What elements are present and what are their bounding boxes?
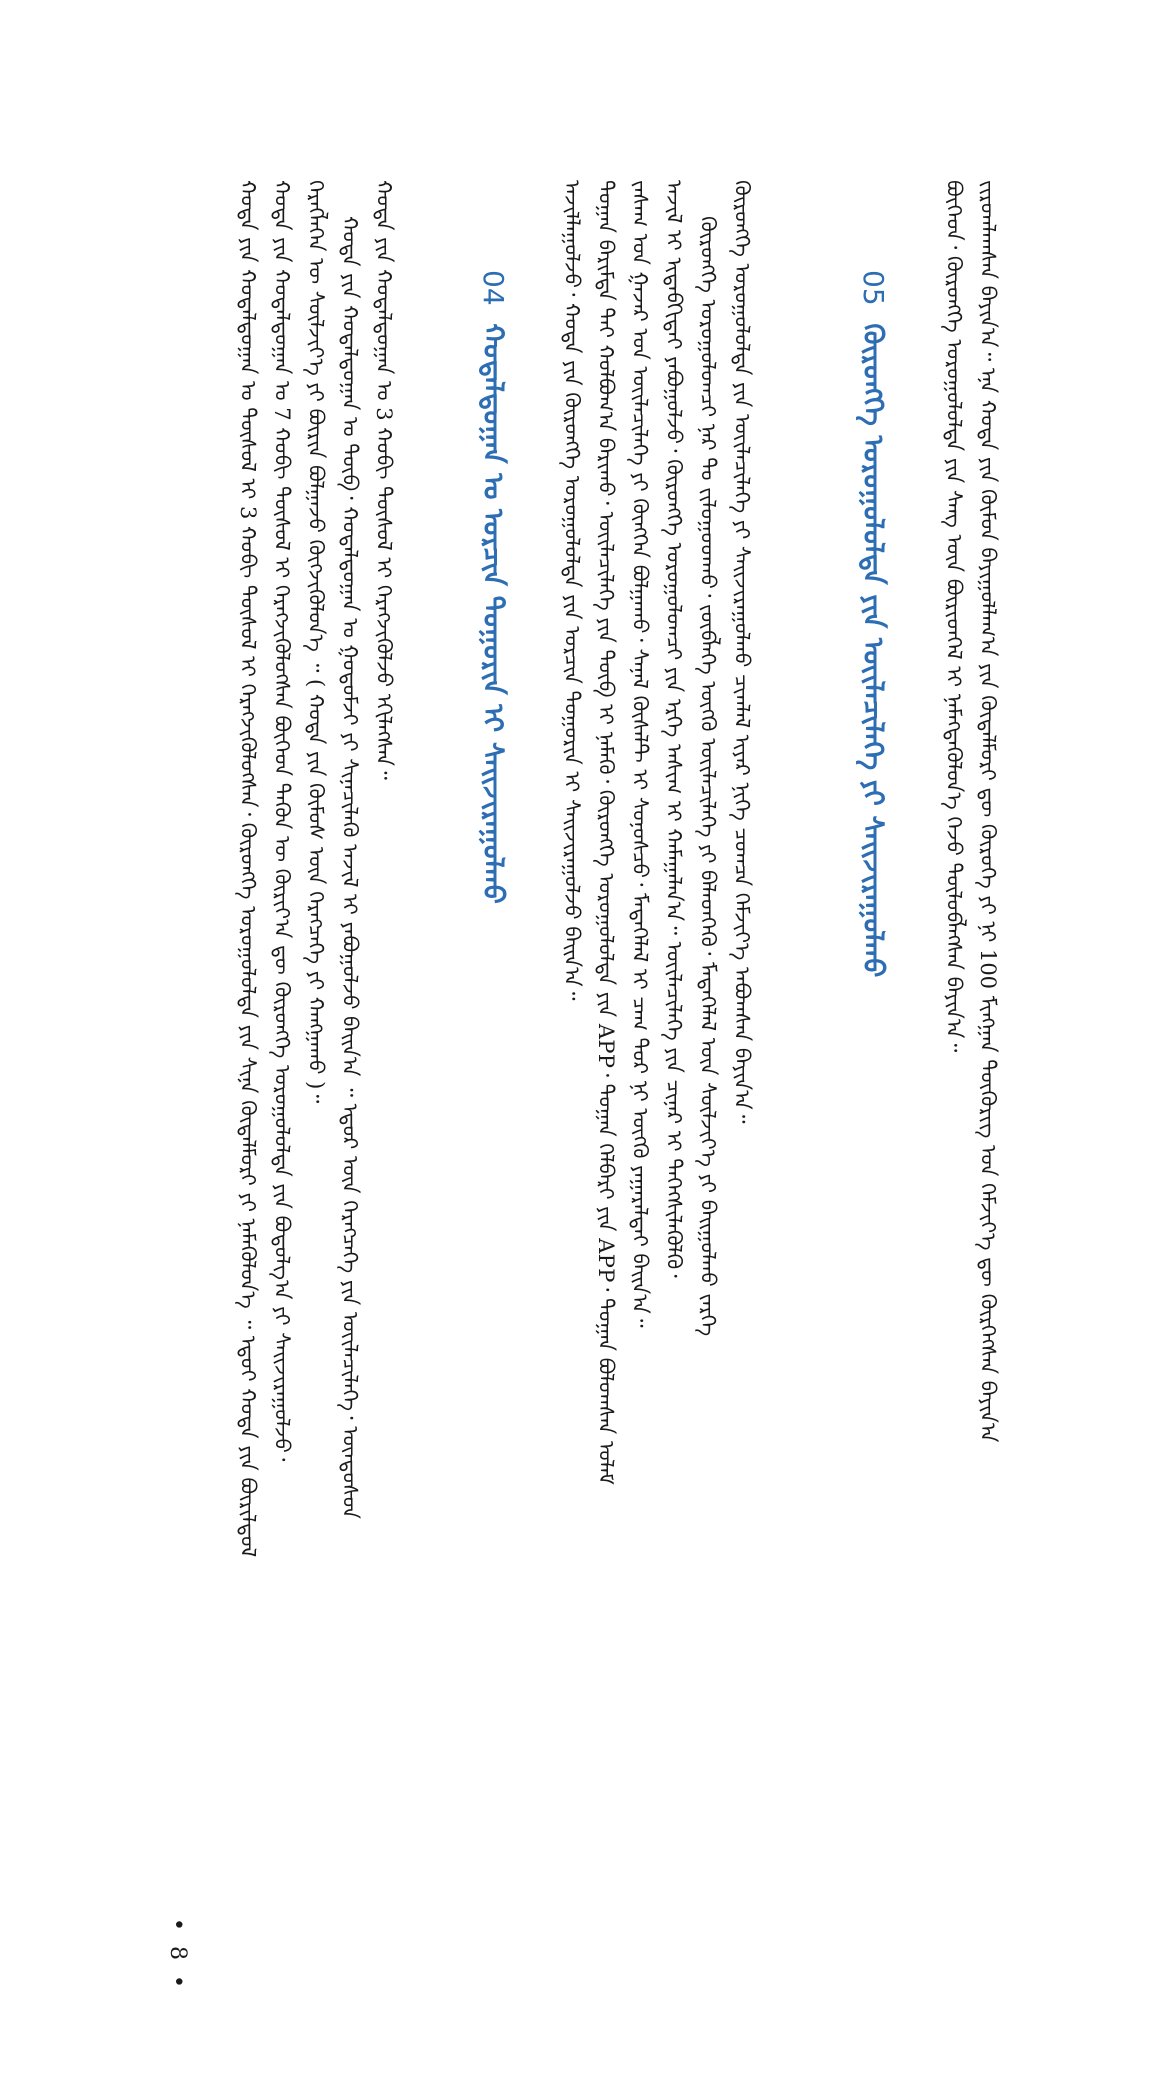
section-title: ᠬᠣᠳᠠᠯᠳᠤᠭᠠᠨ ᠤ ᠣᠷᠴᠢᠨ ᠲᠣᠭᠣᠷᠢᠨ ᠢ ᠰᠠᠢᠵᠢᠷᠠᠭᠤᠯᠬᠤ — [477, 323, 510, 904]
section-04-heading — [473, 270, 513, 904]
section-title: ᠬᠥᠷᠥᠩᠭᠡ ᠣᠷᠣᠭᠤᠯᠤᠯᠲᠠ ᠶᠢᠨ ᠦᠢᠯᠡᠴᠢᠯᠡᠭᠡ ᠶᠢ ᠰᠠᠢᠵᠢᠷᠠᠭᠤᠯᠬᠤ — [857, 323, 890, 978]
paragraph-line: ᠬᠣᠲᠠ ᠶᠢᠨ ᠬᠣᠳᠠᠯᠳᠤᠭᠠᠨ ᠤ ᠲᠥᠰᠥᠯ ᠢ 3 ᠬᠣᠪᠢ ᠲᠥᠰᠥᠯ ᠢ ᠬᠡᠷᠡᠭᠵᠢᠭᠦᠯᠦᠭᠰᠡᠨ᠂ ᠬᠥᠷᠥᠩᠭᠡ ᠣᠷᠣᠭᠤᠯᠤᠯᠲᠠ ᠶᠢᠨ ᠰᠢᠨᠡ ᠬᠥᠳᠡᠯᠮᠦᠷᠢ ᠶᠢ ᠨᠡᠮᠡᠭᠦᠯᠦᠨ᠎ᠡ ᠃ ᠡᠳᠦᠢ ᠬᠣᠲᠠ ᠶᠢᠨ ᠪᠦᠷᠢᠯᠳᠦᠯ — [236, 180, 260, 1558]
section-number: 04 — [477, 270, 510, 306]
paragraph-line: ᠪᠥᠭᠡᠳ᠂ ᠬᠥᠷᠥᠩᠭᠡ ᠣᠷᠣᠭᠤᠯᠤᠯᠲᠠ ᠶᠢᠨ ᠰᠠᠩ ᠦᠨ ᠪᠦᠷᠢᠳᠭᠡᠯ ᠢ ᠨᠡᠮᠡᠭᠳᠡᠭᠦᠯᠦᠨ᠎ᠡ ᠭᠡᠵᠦ ᠲᠥᠯᠥᠪᠯᠡᠭᠰᠡᠨ ᠪᠠᠶᠢᠨ᠎ᠠ᠃ — [942, 180, 966, 1053]
paragraph-line: ᠠᠵᠢᠯᠯᠠᠭᠤᠯᠵᠤ᠂ ᠬᠣᠲᠠ ᠶᠢᠨ ᠬᠥᠷᠥᠩᠭᠡ ᠣᠷᠣᠭᠤᠯᠤᠯᠲᠠ ᠶᠢᠨ ᠣᠷᠴᠢᠨ ᠲᠣᠭᠣᠷᠢᠨ ᠢ ᠰᠠᠢᠵᠢᠷᠠᠭᠤᠯᠵᠤ ᠪᠠᠢᠨ᠎ᠠ᠃ — [560, 180, 584, 1001]
paragraph-line: ᠬᠥᠷᠥᠩᠭᠡ ᠣᠷᠣᠭᠤᠯᠤᠭᠴᠢ ᠨᠠᠷ ᠲᠤ ᠵᠢᠯᠤᠭᠤᠳᠬᠤ᠂ ᠵᠥᠪᠯᠡᠭᠡ ᠥᠭᠬᠦ ᠦᠢᠯᠡᠴᠢᠯᠡᠭᠡ ᠶᠢ ᠪᠡᠯᠡᠳᠬᠡᠬᠦ᠂ ᠮᠡᠳᠡᠭᠡᠯᠡᠯ ᠦᠨ ᠰᠦᠯᠵᠢᠶ᠎ᠡ ᠶᠢ ᠪᠠᠢᠭᠤᠯᠬᠤ ᠵᠡᠷᠭᠡ — [696, 216, 720, 1337]
paragraph-line: ᠠᠵᠢᠯ ᠢ ᠢᠳᠡᠪᠬᠢᠲᠡᠢ ᠶᠠᠪᠤᠭᠤᠯᠵᠤ᠂ ᠬᠥᠷᠥᠩᠭᠡ ᠣᠷᠣᠭᠤᠯᠤᠭᠴᠢ ᠶᠢᠨ ᠡᠷᠬᠡ ᠠᠰᠢᠭ ᠢ ᠬᠠᠮᠠᠭᠠᠯᠠᠨ᠎ᠠ᠃ ᠦᠢᠯᠡᠴᠢᠯᠡᠭᠡ ᠶᠢᠨ ᠴᠢᠨᠠᠷ ᠢ ᠳᠡᠭᠡᠭᠰᠢᠯᠡᠭᠦᠯᠬᠦ᠂ — [662, 180, 686, 1278]
page-number — [158, 1918, 198, 2008]
paragraph-line: ᠬᠣᠲᠠ ᠶᠢᠨ ᠬᠣᠳᠠᠯᠳᠤᠭᠠᠨ ᠤ ᠲᠥᠪ᠂ ᠬᠣᠳᠠᠯᠳᠤᠭᠠᠨ ᠤ ᠭᠤᠳᠤᠮᠵᠢ ᠶᠢ ᠰᠢᠨᠡᠴᠢᠯᠡᠬᠦ ᠠᠵᠢᠯ ᠢ ᠶᠠᠪᠤᠭᠤᠯᠵᠤ ᠪᠠᠢᠨ᠎ᠠ ᠃ ᠡᠳᠦᠷ ᠦᠨ ᠬᠡᠷᠡᠭᠴᠡᠭᠡ ᠶᠢᠨ ᠦᠢᠯᠡᠴᠢᠯᠡᠭᠡ᠂ ᠦᠨᠳᠦᠰᠦᠨ — [338, 216, 362, 1519]
paragraph-line: ᠬᠣᠲᠠ ᠶᠢᠨ ᠬᠣᠳᠠᠯᠳᠤᠭᠠᠨ ᠤ 3 ᠬᠣᠪᠢ ᠲᠥᠰᠥᠯ ᠢ ᠬᠡᠷᠡᠭᠵᠢᠭᠦᠯᠵᠦ ᠡᠬᠢᠯᠡᠭᠰᠡᠨ᠃ — [372, 180, 396, 780]
section-05-heading — [853, 270, 893, 977]
paragraph-line: ᠬᠣᠲᠠ ᠶᠢᠨ ᠬᠣᠳᠠᠯᠳᠤᠭᠠᠨ ᠤ 7 ᠬᠣᠪᠢ ᠲᠥᠰᠥᠯ ᠢ ᠬᠡᠷᠡᠭᠵᠢᠭᠦᠯᠦᠭᠰᠡᠨ ᠪᠥᠭᠡᠳ ᠲᠡᠭᠦᠨ ᠦ ᠬᠦᠷᠢᠶ᠎ᠡᠨ ᠳᠦ ᠬᠥᠷᠥᠩᠭᠡ ᠣᠷᠣᠭᠤᠯᠤᠯᠲᠠ ᠶᠢᠨ ᠪᠣᠳᠣᠯᠭ᠎ᠠ ᠶᠢ ᠰᠠᠢᠵᠢᠷᠠᠭᠤᠯᠵᠤ᠂ — [270, 180, 294, 1462]
section-number: 05 — [857, 270, 890, 306]
paragraph-line: ᠵᠠᠰᠠᠭ ᠤᠨ ᠭᠠᠵᠠᠷ ᠤᠨ ᠦᠢᠯᠡᠴᠢᠯᠡᠭᠡ ᠶᠢ ᠬᠥᠩᠭᠡᠨ ᠪᠣᠯᠭᠠᠬᠤ᠂ ᠰᠠᠨᠠᠯ ᠬᠦᠰᠡᠯᠲ ᠢ ᠰᠣᠨᠣᠰᠴᠤ᠂ ᠮᠡᠳᠡᠭᠡᠯᠡᠯ ᠢ ᠴᠠᠭ ᠲᠤᠷ ᠨᠢ ᠦᠭᠬᠦ ᠶᠠᠭᠠᠷᠠᠯᠲᠠᠢ ᠪᠠᠢᠨ᠎ᠠ᠃ — [628, 180, 652, 1328]
rotated-text-block — [143, 180, 1003, 1980]
page-number-text: • 8 • — [165, 1918, 190, 1992]
paragraph-line: ᠲᠣᠭᠠᠨ ᠪᠠᠷᠢᠮᠲᠠ ᠲᠠᠢ ᠬᠣᠯᠪᠣᠭ᠎ᠠ ᠪᠠᠷᠢᠬᠤ᠂ ᠦᠢᠯᠡᠴᠢᠯᠡᠭᠡ ᠶᠢᠨ ᠲᠥᠪ ᠢ ᠨᠡᠮᠡᠬᠦ᠂ ᠬᠥᠷᠥᠩᠭᠡ ᠣᠷᠣᠭᠤᠯᠤᠯᠲᠠ ᠶᠢᠨ APP᠂ ᠲᠣᠭᠠᠨ ᠬᠡᠯᠪᠡᠷᠢ ᠶᠢᠨ APP᠂ ᠲᠣᠭᠠᠨ ᠪᠣᠯᠤᠭᠰᠠᠨ ᠤᠯᠠᠮ — [594, 180, 618, 1485]
paragraph-line: ᠬᠡᠷᠡᠭᠯᠡᠭᠡᠨ ᠦ ᠰᠦᠯᠵᠢᠶ᠎ᠡ ᠶᠢ ᠪᠦᠷᠢᠨ ᠪᠣᠯᠭᠠᠵᠤ ᠬᠥᠭᠵᠢᠭᠦᠯᠦᠨ᠎ᠡ ᠃ ( ᠬᠣᠲᠠ ᠶᠢᠨ ᠬᠦᠮᠦᠰ ᠦᠨ ᠬᠡᠷᠡᠭᠴᠡᠭᠡ ᠶᠢ ᠬᠠᠩᠭᠠᠬᠤ )᠃ — [304, 180, 328, 1104]
paragraph-line: ᠵᠢᠷᠤᠭᠯᠠᠭᠰᠠᠨ ᠪᠠᠶᠢᠨ᠎ᠠ᠃ ᠡᠨᠡ ᠬᠣᠲᠠ ᠶᠢᠨ ᠬᠦᠮᠦᠨ ᠪᠠᠶᠢᠭᠤᠯᠯᠠᠭ᠎ᠠ ᠶᠢᠨ ᠬᠦᠳᠡᠯᠮᠦᠷᠢ ᠳᠦ ᠬᠦᠷᠦᠭᠡ ᠶᠢ ᠨᠢ 100 ᠮᠢᠩᠭᠠᠨ ᠲᠥᠬᠦᠷᠢᠭ ᠤᠨ ᠬᠡᠮᠵᠢᠶ᠎ᠡ ᠳᠦ ᠬᠦᠷᠭᠡᠭᠰᠡᠨ ᠪᠠᠶᠢᠨ᠎ᠠ — [976, 180, 1000, 1443]
paragraph-line: ᠬᠥᠷᠥᠩᠭᠡ ᠣᠷᠣᠭᠤᠯᠤᠯᠲᠠ ᠶᠢᠨ ᠦᠢᠯᠡᠴᠢᠯᠡᠭᠡ ᠶᠢ ᠰᠠᠢᠵᠢᠷᠠᠭᠤᠯᠬᠤ ᠴᠢᠭᠯᠠᠯ ᠢᠶᠡᠷ ᠨᠢᠭᠡ ᠴᠣᠭᠴᠠ ᠬᠡᠮᠵᠢᠶ᠎ᠡ ᠠᠪᠤᠭᠰᠠᠨ ᠪᠠᠶᠢᠨ᠎ᠠ᠃ — [730, 180, 754, 1124]
